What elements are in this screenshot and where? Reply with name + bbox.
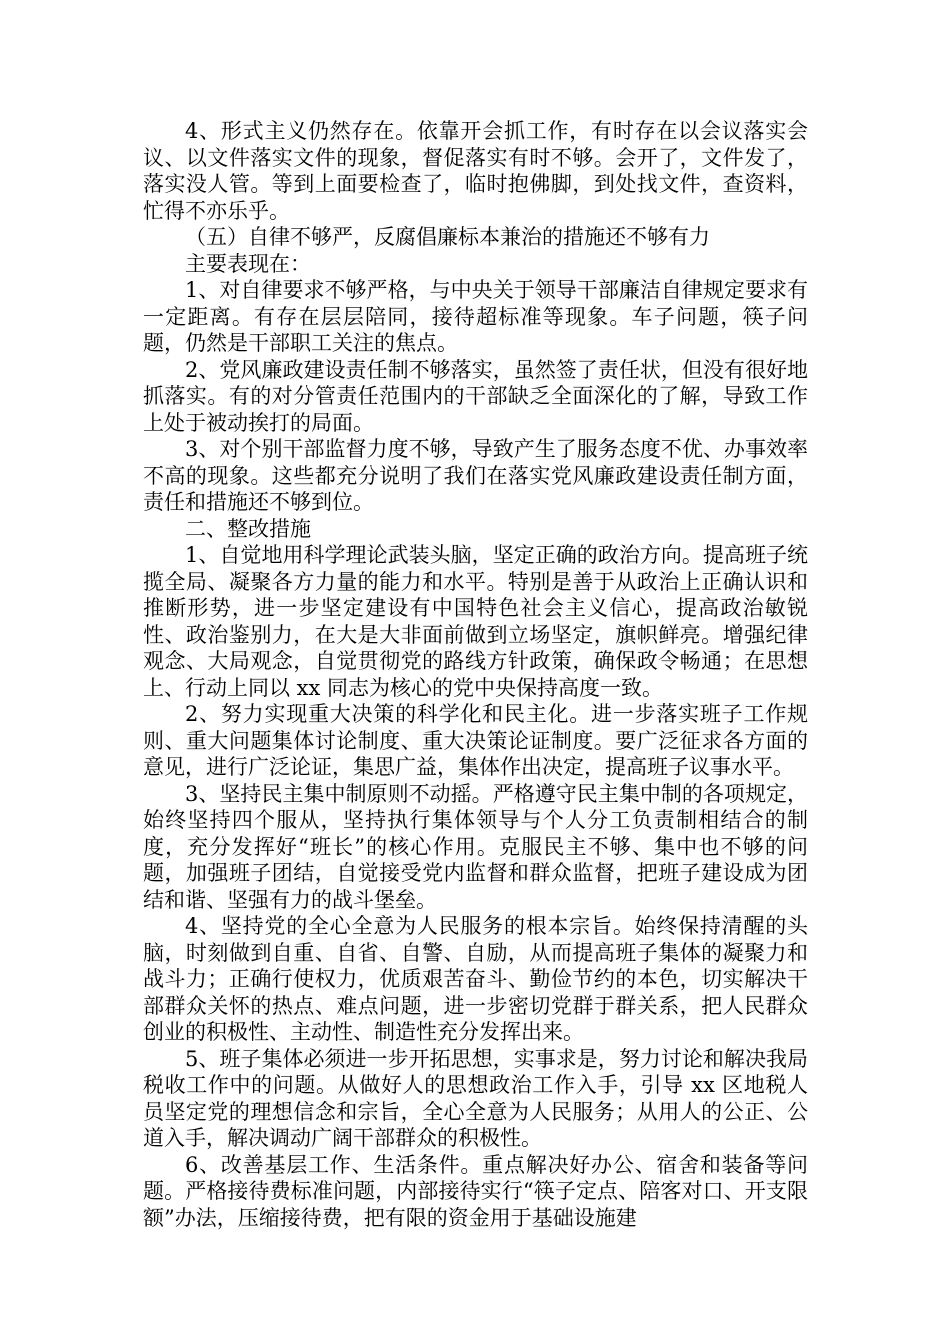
paragraph-main-manifestations: 主要表现在：	[185, 251, 311, 276]
paragraph-measure-6: 6、改善基层工作、生活条件。重点解决好办公、宿舍和装备等问题。严格接待费标准问题，内部接待实行“筷子定点、陪客对口、开支限额”办法，压缩接待费，把有限的资金用于基础设施建	[143, 1152, 808, 1230]
section-heading-self-discipline: （五）自律不够严，反腐倡廉标本兼治的措施还不够有力	[185, 225, 710, 249]
section-heading-rectification: 二、整改措施	[185, 516, 311, 541]
paragraph-item-1-self-discipline: 1、对自律要求不够严格，与中央关于领导干部廉洁自律规定要求有一定距离。有存在层层陪同，接待超标准等现象。车子问题，筷子问题，仍然是干部职工关注的焦点。	[143, 278, 808, 355]
document-page	[143, 118, 808, 1231]
paragraph-measure-1: 1、自觉地用科学理论武装头脑，坚定正确的政治方向。提高班子统揽全局、凝聚各方力量的能力和水平。特别是善于从政治上正确认识和推断形势，进一步坚定建设有中国特色社会主义信心，提高政治敏锐性、政治鉴别力，在大是大非面前做到立场坚定，旗帜鲜亮。增强纪律观念、大局观念，自觉贯彻党的路线方针政策，确保政令畅通；在思想上、行动上同以 xx 同志为核心的党中央保持高度一致。	[143, 543, 808, 700]
paragraph-measure-4: 4、坚持党的全心全意为人民服务的根本宗旨。始终保持清醒的头脑，时刻做到自重、自省、自警、自励，从而提高班子集体的凝聚力和战斗力；正确行使权力，优质艰苦奋斗、勤俭节约的本色，切实解决干部群众关怀的热点、难点问题，进一步密切党群于群关系，把人民群众创业的积极性、主动性、制造性充分发挥出来。	[143, 914, 808, 1044]
paragraph-formalism: 4、形式主义仍然存在。依靠开会抓工作，有时存在以会议落实会议、以文件落实文件的现象，督促落实有时不够。会开了，文件发了，落实没人管。等到上面要检查了，临时抱佛脚，到处找文件，查资料，忙得不亦乐乎。	[143, 119, 808, 223]
paragraph-measure-5: 5、班子集体必须进一步开拓思想，实事求是，努力讨论和解决我局税收工作中的问题。从做好人的思想政治工作入手，引导 xx 区地税人员坚定党的理想信念和宗旨，全心全意为人民服务；从用人的公正、公道入手，解决调动广阔干部群众的积极性。	[143, 1046, 808, 1150]
paragraph-item-3-supervision: 3、对个别干部监督力度不够，导致产生了服务态度不优、办事效率不高的现象。这些都充分说明了我们在落实党风廉政建设责任制方面，责任和措施还不够到位。	[143, 437, 808, 514]
paragraph-item-2-responsibility: 2、党风廉政建设责任制不够落实，虽然签了责任状，但没有很好地抓落实。有的对分管责任范围内的干部缺乏全面深化的了解，导致工作上处于被动挨打的局面。	[143, 357, 808, 435]
paragraph-measure-2: 2、努力实现重大决策的科学化和民主化。进一步落实班子工作规则、重大问题集体讨论制度、重大决策论证制度。要广泛征求各方面的意见，进行广泛论证，集思广益，集体作出决定，提高班子议事水平。	[143, 702, 808, 779]
paragraph-measure-3: 3、坚持民主集中制原则不动摇。严格遵守民主集中制的各项规定，始终坚持四个服从，坚持执行集体领导与个人分工负责制相结合的制度，充分发挥好“班长”的核心作用。克服民主不够、集中也不够的问题，加强班子团结，自觉接受党内监督和群众监督，把班子建设成为团结和谐、坚强有力的战斗堡垒。	[143, 781, 808, 912]
